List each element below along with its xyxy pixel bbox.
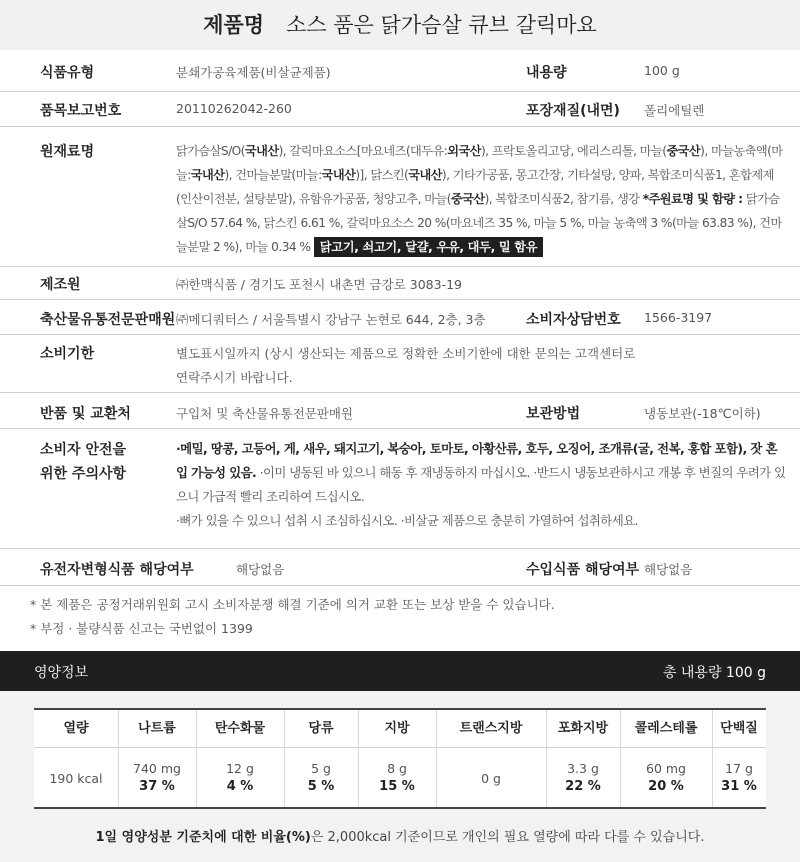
row-ingredients <box>0 127 800 267</box>
row-report-number <box>0 92 800 127</box>
nutrient-daily-percent: 22 % <box>565 779 601 794</box>
imported-label: 수입식품 해당여부 <box>526 562 640 578</box>
nutrient-header: 당류 <box>308 721 334 736</box>
nutrient-header: 나트륨 <box>138 721 176 736</box>
product-name-label: 제품명 <box>203 13 265 37</box>
nutrient-daily-percent: 4 % <box>226 779 254 794</box>
nutrient-value <box>34 748 118 809</box>
column-divider <box>712 710 713 807</box>
net-weight-label: 내용량 <box>526 65 567 81</box>
manufacturer-value: ㈜한맥식품 / 경기도 포천시 내촌면 금강로 3083-19 <box>176 277 462 292</box>
nutrient-daily-percent: 31 % <box>721 779 757 794</box>
report-number-label: 품목보고번호 <box>40 103 122 119</box>
expiry-line-1: 별도표시일까지 (상시 생산되는 제품으로 정확한 소비기한에 대한 문의는 고객센터로 <box>176 346 636 361</box>
nutrient-header: 트랜스지방 <box>459 721 523 736</box>
column-divider <box>436 710 437 807</box>
row-food-type <box>0 50 800 92</box>
nutrition-footnote: 1일 영양성분 기준치에 대한 비율(%)은 2,000kcal 기준이므로 개인의 필요 열량에 따라 다를 수 있습니다. <box>95 830 705 845</box>
nutrient-amount: 740 mg <box>133 761 181 776</box>
row-gmo <box>0 549 800 586</box>
row-returns <box>0 393 800 429</box>
nutrient-amount: 17 g <box>725 761 753 776</box>
nutrient-amount: 0 g <box>481 771 501 786</box>
nutrient-daily-percent: 5 % <box>307 779 335 794</box>
column-divider <box>546 710 547 807</box>
seller-label: 축산물유통전문판매원 <box>40 312 176 328</box>
nutrient-amount: 8 g <box>387 761 407 776</box>
ingredients-label: 원재료명 <box>40 144 95 160</box>
nutrient-amount: 5 g <box>311 761 331 776</box>
ingredients-text: 닭가슴살S/O(국내산), 갈릭마요소스[마요네즈(대두유:외국산), 프락토올리고당, 에리스리톨, 마늘(중국산), 마늘농축액(마늘:국내산), 건마늘분말(마늘:국내산)], 닭스킨(국내산), 기타가공품, 몽고간장, 기타설탕, 양파, 복합조미식품1, 혼합제제(인산이전분, 설탕분말), 유함유가공품, 청양고추, 마늘(중국산), 복합조미식품2, 참기름, 생강 *주원료명 및 함량 : 닭가슴살S/O 57.64 %, 닭스킨 6.61 %, 갈릭마요소스 20 %(마요네즈 35 %, 마늘 5 %, 마늘 농축액 3 %(마늘 63.83 %), 건마늘분말 2 %), 마늘 0.34 % 닭고기, 쇠고기, 달걀, 우유, 대두, 밀 함유 <box>176 139 788 259</box>
nutrient-value <box>436 748 546 809</box>
net-weight-value: 100 g <box>644 63 680 78</box>
food-type-label: 식품유형 <box>40 65 95 81</box>
nutrient-amount: 60 mg <box>646 761 686 776</box>
packaging-label: 포장재질(내면) <box>526 103 620 119</box>
nutrient-value <box>358 748 436 809</box>
nutrient-amount: 190 kcal <box>49 771 103 786</box>
nutrition-table-body <box>34 748 766 809</box>
nutrient-daily-percent: 20 % <box>648 779 684 794</box>
packaging-value: 폴리에틸렌 <box>644 103 705 118</box>
imported-value: 해당없음 <box>644 562 693 577</box>
nutrient-daily-percent: 15 % <box>379 779 415 794</box>
column-divider <box>620 710 621 807</box>
gmo-label: 유전자변형식품 해당여부 <box>40 562 194 578</box>
column-divider <box>196 710 197 807</box>
nutrition-panel <box>0 691 800 862</box>
allergen-warning: ·메밀, 땅콩, 고등어, 게, 새우, 돼지고기, 복숭아, 토마토, 아황산류, 호두, 오징어, 조개류(굴, 전복, 홍합 포함), 잣 혼입 가능성 있음. <box>176 441 777 480</box>
product-name: 소스 품은 닭가슴살 큐브 갈릭마요 <box>286 13 597 37</box>
nutrient-value <box>196 748 284 809</box>
column-divider <box>118 710 119 807</box>
nutrient-value <box>118 748 196 809</box>
nutrition-table <box>34 708 766 809</box>
nutrient-header: 탄수화물 <box>214 721 266 736</box>
row-seller <box>0 300 800 335</box>
gmo-value: 해당없음 <box>236 562 285 577</box>
notice-exchange: * 본 제품은 공정거래위원회 고시 소비자분쟁 해결 기준에 의거 교환 또는 보상 받을 수 있습니다. <box>30 597 555 612</box>
expiry-line-2: 연락주시기 바랍니다. <box>176 370 293 385</box>
nutrition-table-header <box>34 710 766 748</box>
row-caution <box>0 429 800 549</box>
consumer-phone-label: 소비자상담번호 <box>526 312 621 328</box>
nutrient-header: 콜레스테롤 <box>634 721 698 736</box>
nutrient-daily-percent: 37 % <box>139 779 175 794</box>
nutrient-amount: 12 g <box>226 761 254 776</box>
nutrient-value <box>284 748 358 809</box>
nutrient-header: 단백질 <box>720 721 758 736</box>
column-divider <box>358 710 359 807</box>
nutrient-amount: 3.3 g <box>567 761 599 776</box>
returns-value: 구입처 및 축산물유통전문판매원 <box>176 406 353 421</box>
nutrition-title: 영양정보 <box>34 665 89 681</box>
row-expiry <box>0 335 800 393</box>
food-type-value: 분쇄가공육제품(비살균제품) <box>176 65 331 80</box>
nutrient-header: 포화지방 <box>557 721 609 736</box>
caution-label-line-2: 위한 주의사항 <box>40 466 127 482</box>
seller-value: ㈜메디쿼터스 / 서울특별시 강남구 논현로 644, 2층, 3층 <box>176 312 486 327</box>
row-manufacturer <box>0 267 800 300</box>
returns-label: 반품 및 교환처 <box>40 406 131 422</box>
notice-list <box>30 593 555 641</box>
allergen-badge: 닭고기, 쇠고기, 달걀, 우유, 대두, 밀 함유 <box>314 237 543 257</box>
expiry-label: 소비기한 <box>40 346 95 362</box>
manufacturer-label: 제조원 <box>40 277 81 293</box>
nutrition-header <box>0 651 800 691</box>
nutrient-header: 지방 <box>384 721 410 736</box>
nutrient-value <box>620 748 712 809</box>
consumer-phone-value: 1566-3197 <box>644 310 713 325</box>
caution-label-line-1: 소비자 안전을 <box>40 442 127 458</box>
report-number-value: 20110262042-260 <box>176 101 292 116</box>
column-divider <box>284 710 285 807</box>
caution-text: ·메밀, 땅콩, 고등어, 게, 새우, 돼지고기, 복숭아, 토마토, 아황산류, 호두, 오징어, 조개류(굴, 전복, 홍합 포함), 잣 혼입 가능성 있음. ·이미 냉동된 바 있으니 해동 후 재냉동하지 마십시오. ·반드시 냉동보관하시고 개봉 후 변질의 우려가 있으니 가급적 빨리 조리하여 드십시오. ·뼈가 있을 수 있으니 섭취 시 조심하십시오. ·비살균 제품으로 충분히 가열하여 섭취하세요. <box>176 441 786 528</box>
storage-label: 보관방법 <box>526 406 581 422</box>
nutrient-value <box>712 748 766 809</box>
storage-value: 냉동보관(-18℃이하) <box>644 406 761 421</box>
nutrient-value <box>546 748 620 809</box>
product-name-header <box>0 0 800 50</box>
nutrition-total: 총 내용량 100 g <box>662 665 766 681</box>
notice-report: * 부정 · 불량식품 신고는 국번없이 1399 <box>30 621 253 636</box>
nutrient-header: 열량 <box>63 721 89 736</box>
